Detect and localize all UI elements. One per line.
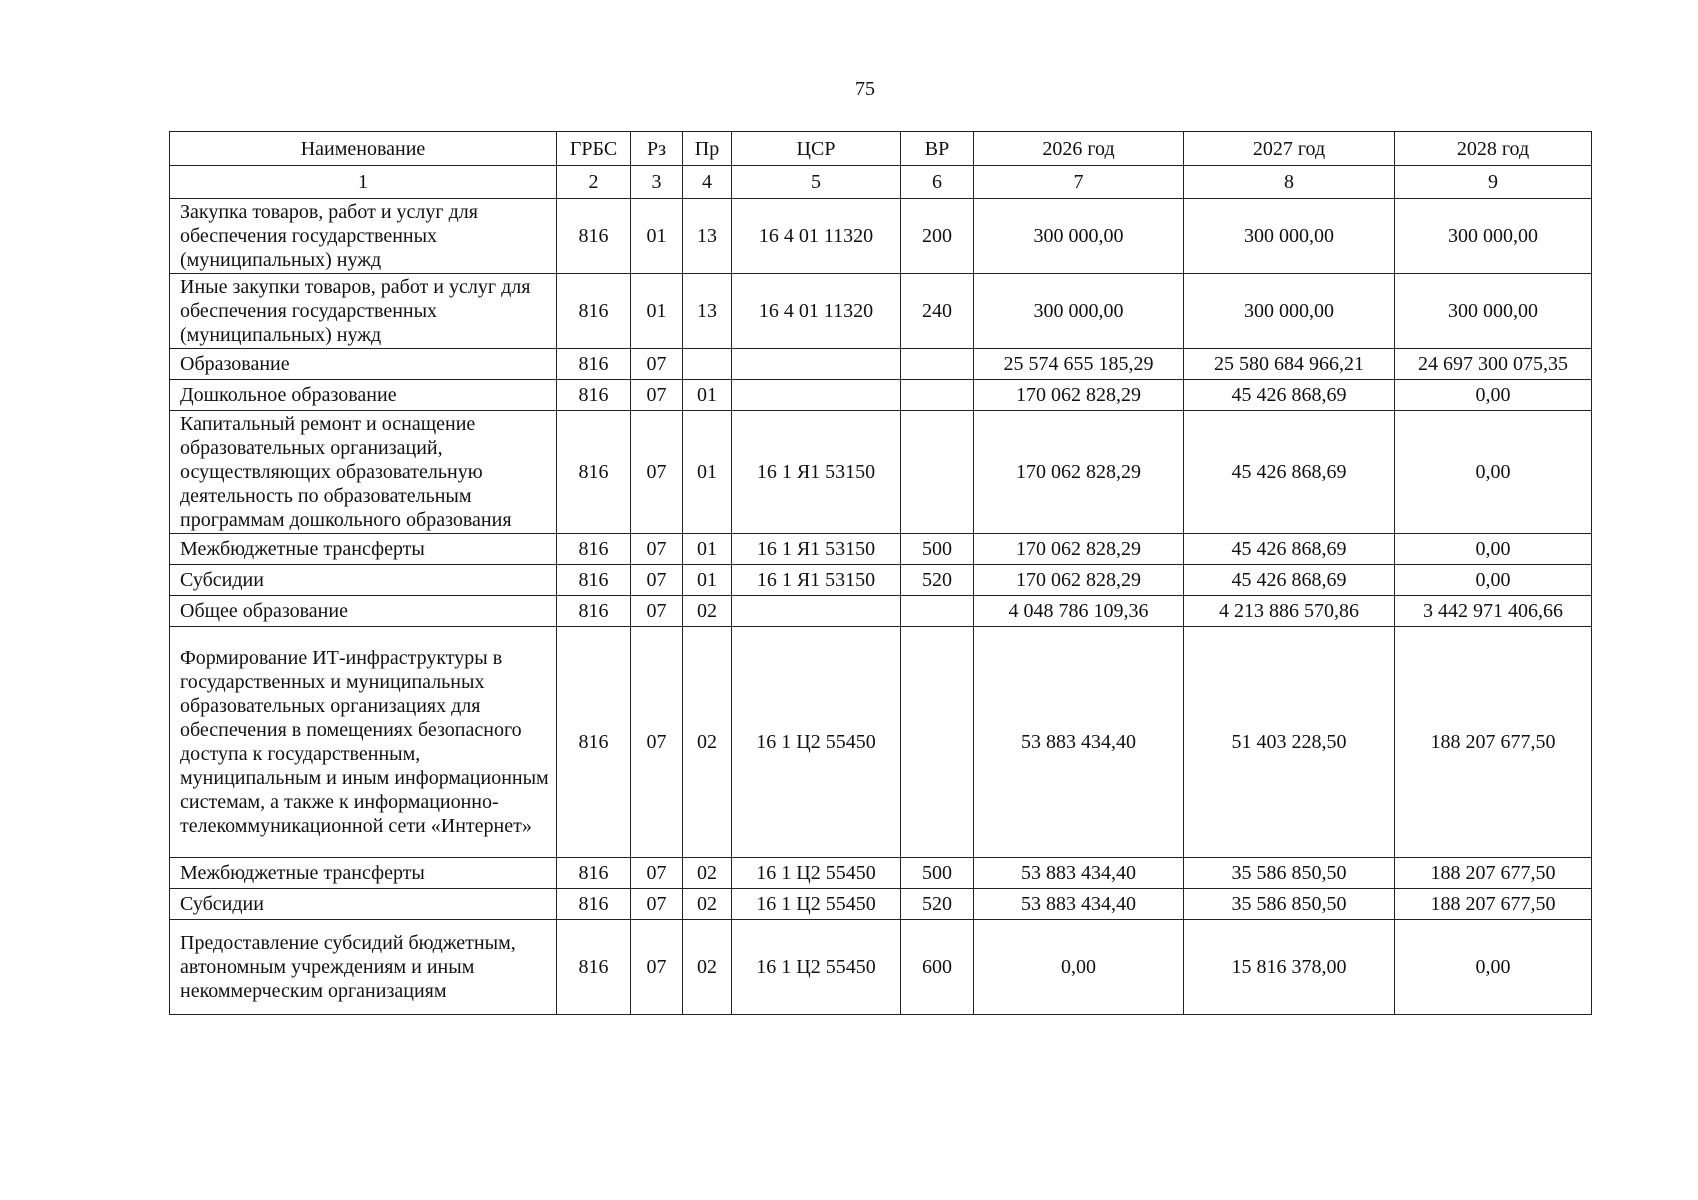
vr-cell: 240 bbox=[901, 274, 974, 349]
rz-cell: 01 bbox=[631, 199, 683, 274]
amount-2027-cell: 300 000,00 bbox=[1184, 274, 1395, 349]
amount-2026-cell: 170 062 828,29 bbox=[974, 411, 1184, 534]
amount-2028-cell: 3 442 971 406,66 bbox=[1395, 596, 1592, 627]
amount-2027-cell: 15 816 378,00 bbox=[1184, 920, 1395, 1015]
table-row bbox=[170, 920, 1592, 1015]
name-cell: Капитальный ремонт и оснащение образовательных организаций, осуществляющих образовательную деятельность по образовательным программам дошкольного образования bbox=[170, 411, 557, 534]
table-row bbox=[170, 565, 1592, 596]
pr-cell: 01 bbox=[683, 380, 732, 411]
page-number: 75 bbox=[855, 78, 875, 100]
table-row bbox=[170, 380, 1592, 411]
name-cell: Закупка товаров, работ и услуг для обеспечения государственных (муниципальных) нужд bbox=[170, 199, 557, 274]
name-cell: Формирование ИТ-инфраструктуры в государственных и муниципальных образовательных организациях для обеспечения в помещениях безопасного доступа к государственным, муниципальным и иным информационным системам, а также к информационно-телекоммуникационной сети «Интернет» bbox=[170, 627, 557, 858]
rz-cell: 07 bbox=[631, 534, 683, 565]
amount-2026-cell: 53 883 434,40 bbox=[974, 858, 1184, 889]
rz-cell: 07 bbox=[631, 380, 683, 411]
amount-2027-cell: 45 426 868,69 bbox=[1184, 411, 1395, 534]
header-rz: Рз bbox=[631, 132, 683, 166]
column-index-cell: 5 bbox=[732, 166, 901, 199]
name-cell: Предоставление субсидий бюджетным, автономным учреждениям и иным некоммерческим организациям bbox=[170, 920, 557, 1015]
amount-2026-cell: 300 000,00 bbox=[974, 199, 1184, 274]
rz-cell: 07 bbox=[631, 627, 683, 858]
rz-cell: 07 bbox=[631, 411, 683, 534]
pr-cell: 13 bbox=[683, 274, 732, 349]
table-row bbox=[170, 889, 1592, 920]
pr-cell: 02 bbox=[683, 889, 732, 920]
amount-2028-cell: 0,00 bbox=[1395, 380, 1592, 411]
rz-cell: 07 bbox=[631, 858, 683, 889]
pr-cell: 01 bbox=[683, 565, 732, 596]
header-2026: 2026 год bbox=[974, 132, 1184, 166]
vr-cell bbox=[901, 411, 974, 534]
grbs-cell: 816 bbox=[557, 858, 631, 889]
grbs-cell: 816 bbox=[557, 565, 631, 596]
amount-2026-cell: 170 062 828,29 bbox=[974, 380, 1184, 411]
header-vr: ВР bbox=[901, 132, 974, 166]
name-cell: Иные закупки товаров, работ и услуг для обеспечения государственных (муниципальных) нужд bbox=[170, 274, 557, 349]
budget-table bbox=[169, 131, 1592, 1015]
amount-2027-cell: 45 426 868,69 bbox=[1184, 534, 1395, 565]
name-cell: Образование bbox=[170, 349, 557, 380]
grbs-cell: 816 bbox=[557, 274, 631, 349]
table-row bbox=[170, 199, 1592, 274]
amount-2026-cell: 300 000,00 bbox=[974, 274, 1184, 349]
grbs-cell: 816 bbox=[557, 596, 631, 627]
pr-cell: 02 bbox=[683, 920, 732, 1015]
pr-cell: 02 bbox=[683, 596, 732, 627]
vr-cell bbox=[901, 380, 974, 411]
name-cell: Общее образование bbox=[170, 596, 557, 627]
amount-2027-cell: 300 000,00 bbox=[1184, 199, 1395, 274]
csr-cell: 16 4 01 11320 bbox=[732, 199, 901, 274]
pr-cell bbox=[683, 349, 732, 380]
amount-2028-cell: 0,00 bbox=[1395, 534, 1592, 565]
amount-2027-cell: 25 580 684 966,21 bbox=[1184, 349, 1395, 380]
amount-2026-cell: 170 062 828,29 bbox=[974, 534, 1184, 565]
amount-2026-cell: 170 062 828,29 bbox=[974, 565, 1184, 596]
column-index-cell: 8 bbox=[1184, 166, 1395, 199]
rz-cell: 07 bbox=[631, 920, 683, 1015]
csr-cell: 16 4 01 11320 bbox=[732, 274, 901, 349]
csr-cell: 16 1 Ц2 55450 bbox=[732, 889, 901, 920]
column-index-cell: 2 bbox=[557, 166, 631, 199]
rz-cell: 07 bbox=[631, 349, 683, 380]
rz-cell: 07 bbox=[631, 596, 683, 627]
vr-cell: 500 bbox=[901, 858, 974, 889]
header-pr: Пр bbox=[683, 132, 732, 166]
header-2028: 2028 год bbox=[1395, 132, 1592, 166]
csr-cell bbox=[732, 349, 901, 380]
amount-2028-cell: 24 697 300 075,35 bbox=[1395, 349, 1592, 380]
csr-cell: 16 1 Я1 53150 bbox=[732, 565, 901, 596]
amount-2026-cell: 4 048 786 109,36 bbox=[974, 596, 1184, 627]
amount-2028-cell: 0,00 bbox=[1395, 565, 1592, 596]
amount-2027-cell: 4 213 886 570,86 bbox=[1184, 596, 1395, 627]
grbs-cell: 816 bbox=[557, 380, 631, 411]
grbs-cell: 816 bbox=[557, 920, 631, 1015]
amount-2026-cell: 25 574 655 185,29 bbox=[974, 349, 1184, 380]
vr-cell: 520 bbox=[901, 565, 974, 596]
table-row bbox=[170, 596, 1592, 627]
header-row bbox=[170, 132, 1592, 166]
amount-2027-cell: 35 586 850,50 bbox=[1184, 858, 1395, 889]
grbs-cell: 816 bbox=[557, 889, 631, 920]
vr-cell bbox=[901, 349, 974, 380]
amount-2027-cell: 51 403 228,50 bbox=[1184, 627, 1395, 858]
csr-cell bbox=[732, 596, 901, 627]
column-index-cell: 1 bbox=[170, 166, 557, 199]
header-2027: 2027 год bbox=[1184, 132, 1395, 166]
table-row bbox=[170, 349, 1592, 380]
amount-2026-cell: 53 883 434,40 bbox=[974, 627, 1184, 858]
amount-2028-cell: 0,00 bbox=[1395, 920, 1592, 1015]
table-row bbox=[170, 627, 1592, 858]
amount-2026-cell: 53 883 434,40 bbox=[974, 889, 1184, 920]
pr-cell: 01 bbox=[683, 411, 732, 534]
table-row bbox=[170, 534, 1592, 565]
grbs-cell: 816 bbox=[557, 411, 631, 534]
name-cell: Субсидии bbox=[170, 565, 557, 596]
amount-2028-cell: 188 207 677,50 bbox=[1395, 627, 1592, 858]
column-index-cell: 4 bbox=[683, 166, 732, 199]
rz-cell: 07 bbox=[631, 889, 683, 920]
amount-2028-cell: 300 000,00 bbox=[1395, 199, 1592, 274]
name-cell: Межбюджетные трансферты bbox=[170, 534, 557, 565]
pr-cell: 02 bbox=[683, 858, 732, 889]
header-csr: ЦСР bbox=[732, 132, 901, 166]
amount-2027-cell: 35 586 850,50 bbox=[1184, 889, 1395, 920]
header-name: Наименование bbox=[170, 132, 557, 166]
pr-cell: 13 bbox=[683, 199, 732, 274]
column-index-row bbox=[170, 166, 1592, 199]
vr-cell: 200 bbox=[901, 199, 974, 274]
amount-2027-cell: 45 426 868,69 bbox=[1184, 565, 1395, 596]
vr-cell: 500 bbox=[901, 534, 974, 565]
csr-cell: 16 1 Ц2 55450 bbox=[732, 627, 901, 858]
header-grbs: ГРБС bbox=[557, 132, 631, 166]
table-row bbox=[170, 274, 1592, 349]
column-index-cell: 3 bbox=[631, 166, 683, 199]
table-row bbox=[170, 858, 1592, 889]
csr-cell: 16 1 Ц2 55450 bbox=[732, 920, 901, 1015]
amount-2026-cell: 0,00 bbox=[974, 920, 1184, 1015]
column-index-cell: 9 bbox=[1395, 166, 1592, 199]
rz-cell: 07 bbox=[631, 565, 683, 596]
pr-cell: 01 bbox=[683, 534, 732, 565]
table-row bbox=[170, 411, 1592, 534]
csr-cell: 16 1 Я1 53150 bbox=[732, 411, 901, 534]
vr-cell: 600 bbox=[901, 920, 974, 1015]
pr-cell: 02 bbox=[683, 627, 732, 858]
name-cell: Дошкольное образование bbox=[170, 380, 557, 411]
vr-cell bbox=[901, 627, 974, 858]
vr-cell bbox=[901, 596, 974, 627]
amount-2028-cell: 188 207 677,50 bbox=[1395, 889, 1592, 920]
rz-cell: 01 bbox=[631, 274, 683, 349]
grbs-cell: 816 bbox=[557, 627, 631, 858]
grbs-cell: 816 bbox=[557, 199, 631, 274]
csr-cell: 16 1 Ц2 55450 bbox=[732, 858, 901, 889]
column-index-cell: 7 bbox=[974, 166, 1184, 199]
csr-cell: 16 1 Я1 53150 bbox=[732, 534, 901, 565]
amount-2028-cell: 0,00 bbox=[1395, 411, 1592, 534]
amount-2028-cell: 188 207 677,50 bbox=[1395, 858, 1592, 889]
column-index-cell: 6 bbox=[901, 166, 974, 199]
table-body bbox=[170, 199, 1592, 1015]
name-cell: Субсидии bbox=[170, 889, 557, 920]
grbs-cell: 816 bbox=[557, 534, 631, 565]
vr-cell: 520 bbox=[901, 889, 974, 920]
csr-cell bbox=[732, 380, 901, 411]
amount-2028-cell: 300 000,00 bbox=[1395, 274, 1592, 349]
name-cell: Межбюджетные трансферты bbox=[170, 858, 557, 889]
grbs-cell: 816 bbox=[557, 349, 631, 380]
amount-2027-cell: 45 426 868,69 bbox=[1184, 380, 1395, 411]
